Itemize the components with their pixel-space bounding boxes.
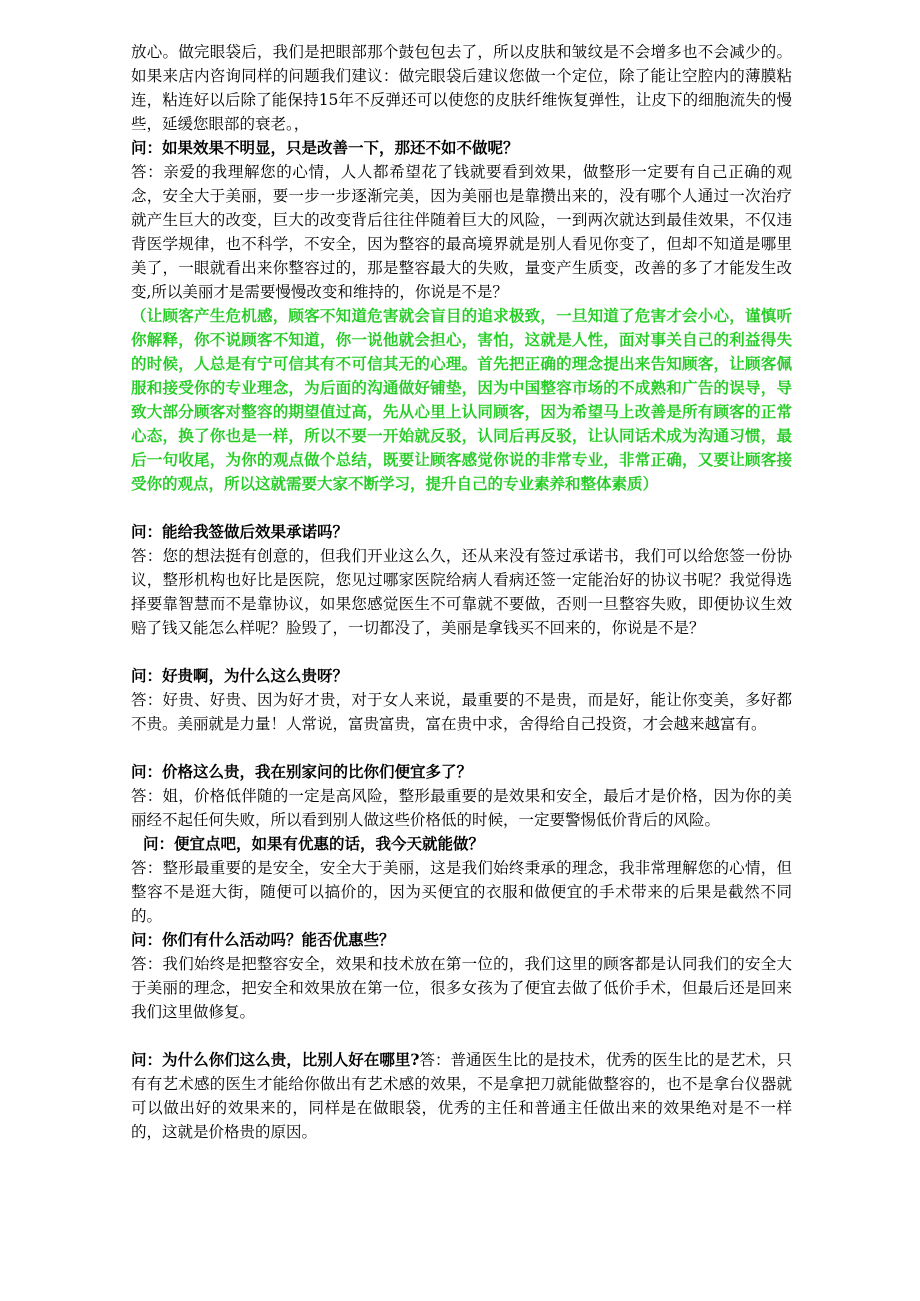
question-7: 问：为什么你们这么贵，比别人好在哪里? bbox=[131, 1050, 420, 1069]
answer-3: 答：好贵、好贵、因为好才贵，对于女人来说，最重要的不是贵，而是好，能让你变美，多好都不贵。美丽就是力量！人常说，富贵富贵，富在贵中求，舍得给自己投资，才会越来越富有。 bbox=[131, 691, 792, 733]
question-3: 问：好贵啊，为什么这么贵呀？ bbox=[131, 666, 349, 685]
question-1: 问：如果效果不明显，只是改善一下，那还不如不做呢？ bbox=[131, 138, 519, 157]
answer-6: 答：我们始终是把整容安全，效果和技术放在第一位的，我们这里的顾客都是认同我们的安全大于美丽的理念，把安全和效果放在第一位，很多女孩为了便宜去做了低价手术，但最后还是回来我们这里做修复。 bbox=[131, 955, 792, 1021]
paragraph-intro: 放心。做完眼袋后，我们是把眼部那个鼓包包去了，所以皮肤和皱纹是不会增多也不会减少的。如果来店内咨询同样的问题我们建议：做完眼袋后建议您做一个定位，除了能让空腔内的薄膜粘连，粘连好以后除了能保持15年不反弹还可以使您的皮肤纤维恢复弹性，让皮下的细胞流失的慢些，延缓您眼部的衰老。， bbox=[131, 43, 792, 133]
spacer bbox=[131, 640, 792, 664]
answer-1: 答：亲爱的我理解您的心情，人人都希望花了钱就要看到效果，做整形一定要有自己正确的观念，安全大于美丽，要一步一步逐渐完美，因为美丽也是靠攒出来的，没有哪个人通过一次治疗就产生巨大的改变，巨大的改变背后往往伴随着巨大的风险，一到两次就达到最佳效果，不仅违背医学规律，也不科学，不安全，因为整容的最高境界就是别人看见你变了，但却不知道是哪里美了，一眼就看出来你整容过的，那是整容最大的失败，量变产生质变，改善的多了才能发生改变,所以美丽才是需要慢慢改变和维持的，你说是不是？ bbox=[131, 163, 792, 301]
qa-7 bbox=[131, 1048, 792, 1144]
spacer bbox=[131, 496, 792, 520]
spacer bbox=[131, 1024, 792, 1048]
coaching-note: （让顾客产生危机感，顾客不知道危害就会盲目的追求极致，一旦知道了危害才会小心，谨慎听你解释，你不说顾客不知道，你一说他就会担心，害怕，这就是人性，面对事关自己的利益得失的时候，人总是有宁可信其有不可信其无的心理。首先把正确的理念提出来告知顾客，让顾客佩服和接受你的专业理念，为后面的沟通做好铺垫，因为中国整容市场的不成熟和广告的误导，导致大部分顾客对整容的期望值过高，先从心里上认同顾客，因为希望马上改善是所有顾客的正常心态，换了你也是一样，所以不要一开始就反驳，认同后再反驳，让认同话术成为沟通习惯，最后一句收尾，为你的观点做个总结，既要让顾客感觉你说的非常专业，非常正确，又要让顾客接受你的观点，所以这就需要大家不断学习，提升自己的专业素养和整体素质） bbox=[131, 306, 792, 493]
answer-7: 答：普通医生比的是技术，优秀的医生比的是艺术，只有有艺术感的医生才能给你做出有艺术感的效果，不是拿把刀就能做整容的，也不是拿台仪器就可以做出好的效果来的，同样是在做眼袋，优秀的主任和普通主任做出来的效果绝对是不一样的，这就是价格贵的原因。 bbox=[131, 1051, 792, 1141]
question-4: 问：价格这么贵，我在别家问的比你们便宜多了？ bbox=[131, 762, 473, 781]
spacer bbox=[131, 736, 792, 760]
question-2: 问：能给我签做后效果承诺吗？ bbox=[131, 522, 349, 541]
answer-2: 答：您的想法挺有创意的，但我们开业这么久，还从来没有签过承诺书，我们可以给您签一份协议，整形机构也好比是医院，您见过哪家医院给病人看病还签一定能治好的协议书呢？我觉得选择要靠智慧而不是靠协议，如果您感觉医生不可靠就不要做，否则一旦整容失败，即便协议生效赔了钱又能怎么样呢？脸毁了，一切都没了，美丽是拿钱买不回来的，你说是不是？ bbox=[131, 547, 792, 637]
question-6: 问：你们有什么活动吗？能否优惠些？ bbox=[131, 930, 395, 949]
answer-5: 答：整形最重要的是安全，安全大于美丽，这是我们始终秉承的理念，我非常理解您的心情，但整容不是逛大街，随便可以搞价的，因为买便宜的衣服和做便宜的手术带来的后果是截然不同的。 bbox=[131, 859, 792, 925]
question-5: 问：便宜点吧，如果有优惠的话，我今天就能做？ bbox=[143, 834, 485, 853]
answer-4: 答：姐，价格低伴随的一定是高风险，整形最重要的是效果和安全，最后才是价格，因为你的美丽经不起任何失败，所以看到别人做这些价格低的时候，一定要警惕低价背后的风险。 bbox=[131, 787, 792, 829]
